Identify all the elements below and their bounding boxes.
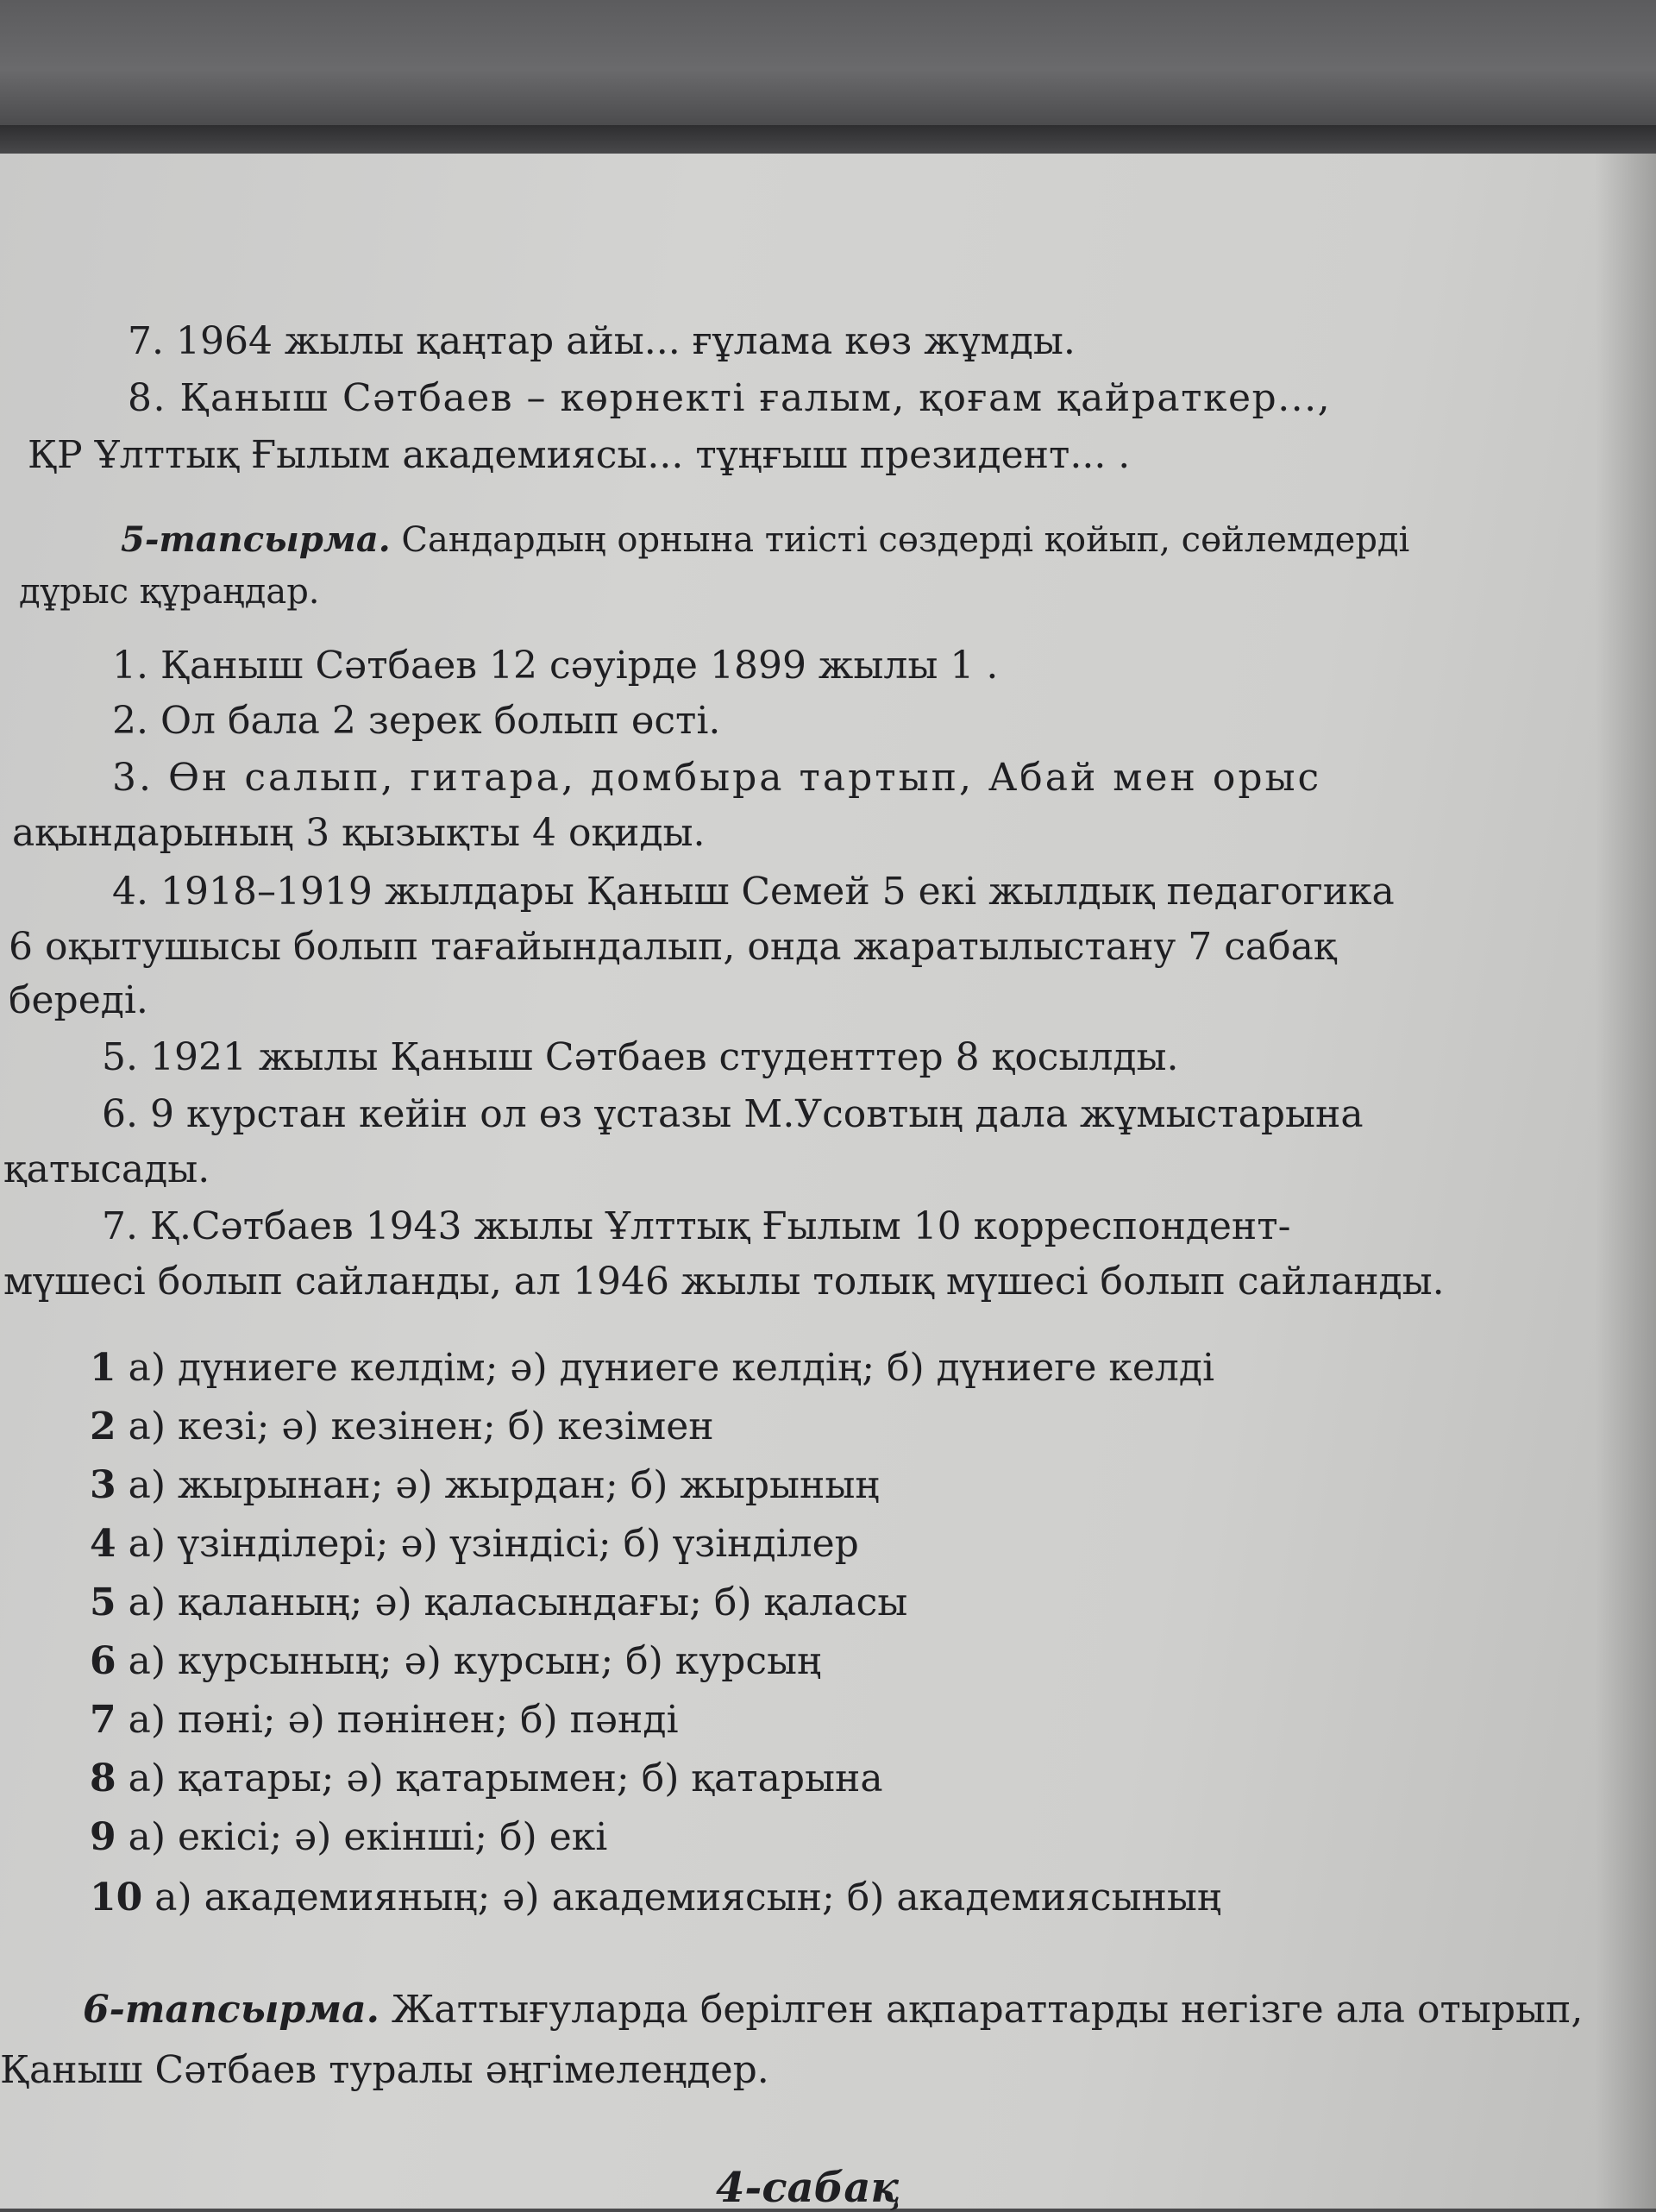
lesson-heading: 4-сабақ xyxy=(716,2164,900,2212)
option-row xyxy=(90,1694,679,1746)
option-number: 9 xyxy=(90,1815,116,1859)
task6-label: 6-тапсырма. xyxy=(83,1988,380,2032)
option-row xyxy=(90,1518,859,1570)
intro-item: 7. 1964 жылы қаңтар айы... ғұлама көз жұмды. xyxy=(128,319,1076,363)
task5-label: 5-тапсырма. xyxy=(121,519,391,560)
sentence: қатысады. xyxy=(3,1147,210,1191)
option-row xyxy=(90,1342,1214,1394)
intro-item: ҚР Ұлттық Ғылым академиясы... тұңғыш президент... . xyxy=(28,433,1131,477)
task6-instruction xyxy=(83,1984,1583,2036)
sentence: 4. 1918–1919 жылдары Қаныш Семей 5 екі жылдық педагогика xyxy=(112,870,1395,914)
task6-text: Жаттығуларда берілген ақпараттарды негізге ала отырып, xyxy=(391,1988,1584,2032)
option-row xyxy=(90,1577,907,1629)
option-text: а) академияның; ә) академиясын; б) академиясының xyxy=(154,1876,1222,1920)
option-number: 2 xyxy=(90,1404,116,1448)
option-row xyxy=(90,1460,880,1511)
sentence: мүшесі болып сайланды, ал 1946 жылы толық мүшесі болып сайланды. xyxy=(3,1260,1445,1304)
option-text: а) үзінділері; ә) үзіндісі; б) үзінділер xyxy=(128,1522,859,1566)
sentence: 6 оқытушысы болып тағайындалып, онда жаратылыстану 7 сабақ xyxy=(9,925,1337,969)
sentence: 2. Ол бала 2 зерек болып өсті. xyxy=(112,699,721,743)
option-text: а) дүниеге келдім; ә) дүниеге келдің; б) дүниеге келді xyxy=(128,1346,1215,1390)
option-number: 10 xyxy=(90,1876,143,1920)
option-text: а) пәні; ә) пәнінен; б) пәнді xyxy=(128,1698,679,1742)
option-number: 6 xyxy=(90,1639,116,1683)
option-text: а) қаланың; ә) қаласындағы; б) қаласы xyxy=(128,1580,908,1624)
option-number: 4 xyxy=(90,1522,116,1566)
option-number: 5 xyxy=(90,1580,116,1624)
sentence: 1. Қаныш Сәтбаев 12 сәуірде 1899 жылы 1 . xyxy=(112,644,999,688)
option-row xyxy=(90,1753,883,1805)
task6-text-cont: Қаныш Сәтбаев туралы әңгімелеңдер. xyxy=(0,2048,769,2092)
option-text: а) қатары; ә) қатарымен; б) қатарына xyxy=(128,1756,883,1800)
option-text: а) жырынан; ә) жырдан; б) жырының xyxy=(128,1463,880,1507)
sentence: 7. Қ.Сәтбаев 1943 жылы Ұлттық Ғылым 10 корреспондент- xyxy=(102,1204,1291,1248)
option-text: а) курсының; ә) курсын; б) курсың xyxy=(128,1639,822,1683)
option-row xyxy=(90,1636,821,1687)
option-row xyxy=(90,1812,607,1863)
option-number: 3 xyxy=(90,1463,116,1507)
option-text: а) екісі; ә) екінші; б) екі xyxy=(128,1815,608,1859)
sentence: 6. 9 курстан кейін ол өз ұстазы М.Усовтың дала жұмыстарына xyxy=(102,1092,1364,1136)
option-row xyxy=(90,1872,1221,1924)
intro-item: 8. Қаныш Сәтбаев – көрнекті ғалым, қоғам қайраткер..., xyxy=(128,376,1332,420)
sentence: береді. xyxy=(9,978,148,1022)
task5-text: Сандардың орнына тиісті сөздерді қойып, сөйлемдерді xyxy=(401,520,1410,560)
option-number: 7 xyxy=(90,1698,116,1742)
sentence: ақындарының 3 қызықты 4 оқиды. xyxy=(12,811,706,855)
option-row xyxy=(90,1401,714,1453)
task5-text-cont: дұрыс құраңдар. xyxy=(19,572,320,612)
task5-instruction xyxy=(121,514,1409,566)
sentence: 5. 1921 жылы Қаныш Сәтбаев студенттер 8 қосылды. xyxy=(102,1035,1179,1079)
option-number: 1 xyxy=(90,1346,116,1390)
option-text: а) кезі; ә) кезінен; б) кезімен xyxy=(128,1404,714,1448)
sentence: 3. Өн салып, гитара, домбыра тартып, Абай мен орыс xyxy=(112,756,1322,800)
option-number: 8 xyxy=(90,1756,116,1800)
